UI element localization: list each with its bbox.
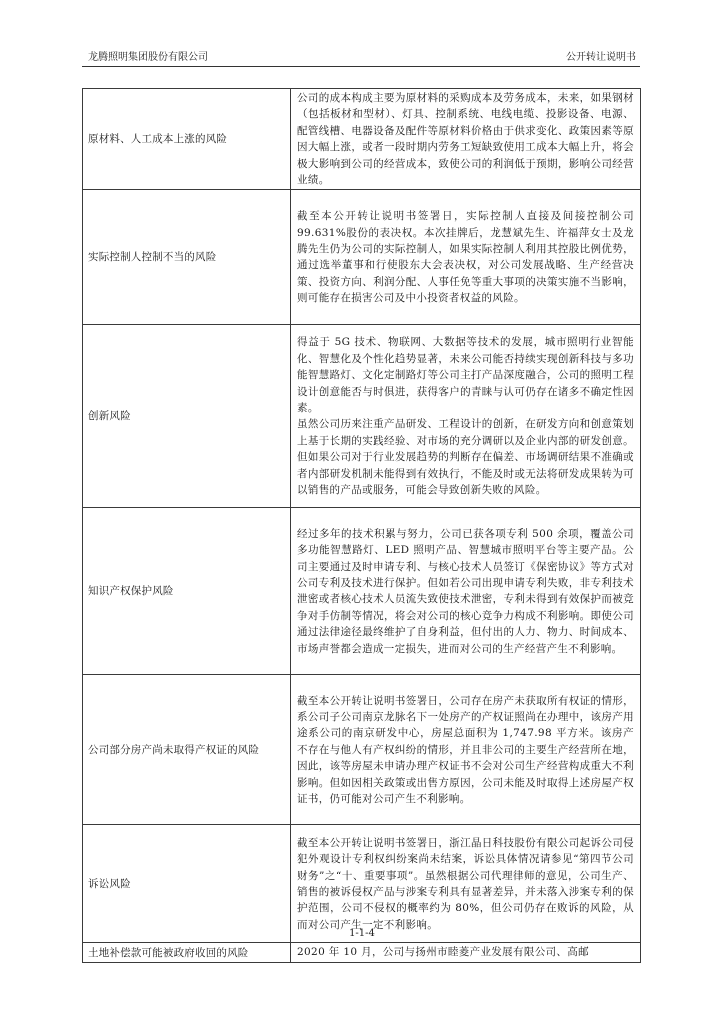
risk-name: 实际控制人控制不当的风险 [83, 190, 291, 325]
risk-name: 创新风险 [83, 325, 291, 508]
risk-description [291, 508, 641, 675]
risk-paragraph: 2020 年 10 月，公司与扬州市睦菱产业发展有限公司、高邮 [297, 946, 589, 959]
table-row [83, 825, 641, 943]
risk-name: 土地补偿款可能被政府收回的风险 [83, 943, 291, 962]
risk-table [82, 88, 641, 963]
company-name: 龙腾照明集团股份有限公司 [88, 52, 208, 63]
page-number: 1-1-4 [349, 928, 375, 939]
risk-paragraph: 截至本公开转让说明书签署日，实际控制人直接及间接控制公司 99.631%股份的表决权。本次挂牌后，龙慧斌先生、许福萍女士及龙腾先生仍为公司的实际控制人，如果实际控制人利用其控股比例优势，通过选举董事和行使股东大会表决权，对公司发展战略、生产经营决策、投资方向、利润分配、人事任免等重大事项的决策实施不当影响，则可能存在损害公司及中小投资者权益的风险。 [297, 210, 634, 305]
table-row [83, 190, 641, 325]
risk-paragraph: 得益于 5G 技术、物联网、大数据等技术的发展，城市照明行业智能化、智慧化及个性化趋势显著，未来公司能否持续实现创新科技与多功能智慧路灯、文化定制路灯等公司主打产品深度融合，公司的照明工程设计创意能否与时俱进，获得客户的青睐与认可仍存在诸多不确定性因素。 [297, 336, 634, 415]
risk-name: 诉讼风险 [83, 825, 291, 943]
risk-paragraph: 公司的成本构成主要为原材料的采购成本及劳务成本，未来，如果钢材（包括板材和型材）、灯具、控制系统、电线电缆、投影设备、电源、配管线槽、电器设备及配件等原材料价格由于供求变化、政策因素等原因大幅上涨，或者一段时期内劳务工短缺致使用工成本大幅上升，将会极大影响到公司的经营成本，致使公司的利润低于预期，影响公司经营业绩。 [297, 92, 634, 187]
table-row [83, 89, 641, 190]
risk-description [291, 943, 641, 962]
document-title: 公开转让说明书 [566, 52, 636, 63]
table-row [83, 325, 641, 508]
table-row [83, 675, 641, 825]
table-row [83, 943, 641, 962]
risk-description [291, 675, 641, 825]
table-row [83, 508, 641, 675]
risk-paragraph: 虽然公司历来注重产品研发、工程设计的创新，在研发方向和创意策划上基于长期的实践经验、对市场的充分调研以及企业内部的研发创意。但如果公司对于行业发展趋势的判断存在偏差、市场调研结果不准确或者内部研发机制未能得到有效执行，不能及时或无法将研发成果转为可以销售的产品或服务，可能会导致创新失败的风险。 [297, 418, 634, 497]
risk-description [291, 825, 641, 943]
risk-paragraph: 截至本公开转让说明书签署日，浙江晶日科技股份有限公司起诉公司侵犯外观设计专利权纠纷案尚未结案，诉讼具体情况请参见“第四节公司财务”之“十、重要事项”。虽然根据公司代理律师的意见，公司生产、销售的被诉侵权产品与涉案专利具有显著差异，并未落入涉案专利的保护范围，公司不侵权的概率约为 80%，但公司仍存在败诉的风险，从而对公司产生一定不利影响。 [297, 836, 634, 931]
risk-name: 知识产权保护风险 [83, 508, 291, 675]
risk-description [291, 190, 641, 325]
risk-paragraph: 截至本公开转让说明书签署日，公司存在房产未获取所有权证的情形，系公司子公司南京龙脉名下一处房产的产权证照尚在办理中，该房产用途系公司的南京研发中心，房屋总面积为 1,747.98 平方米。该房产不存在与他人有产权纠纷的情形，并且非公司的主要生产经营所在地，因此，该等房屋未申请办理产权证书不会对公司生产经营构成重大不利影响。但如因相关政策或出售方原因，公司未能及时取得上述房屋产权证书，仍可能对公司产生不利影响。 [297, 694, 634, 805]
page-header [82, 50, 640, 67]
risk-name: 原材料、人工成本上涨的风险 [83, 89, 291, 190]
risk-description [291, 89, 641, 190]
risk-name: 公司部分房产尚未取得产权证的风险 [83, 675, 291, 825]
risk-description [291, 325, 641, 508]
risk-paragraph: 经过多年的技术积累与努力，公司已获各项专利 500 余项，覆盖公司多功能智慧路灯、LED 照明产品、智慧城市照明平台等主要产品。公司主要通过及时申请专利、与核心技术人员签订《保密协议》等方式对公司专利及技术进行保护。但如若公司出现申请专利失败，非专利技术泄密或者核心技术人员流失致使技术泄密，专利未得到有效保护而被竞争对手仿制等情况，将会对公司的核心竞争力构成不利影响。即使公司通过法律途径最终维护了自身利益，但付出的人力、物力、时间成本、市场声誉都会造成一定损失，进而对公司的生产经营产生不利影响。 [297, 527, 634, 655]
